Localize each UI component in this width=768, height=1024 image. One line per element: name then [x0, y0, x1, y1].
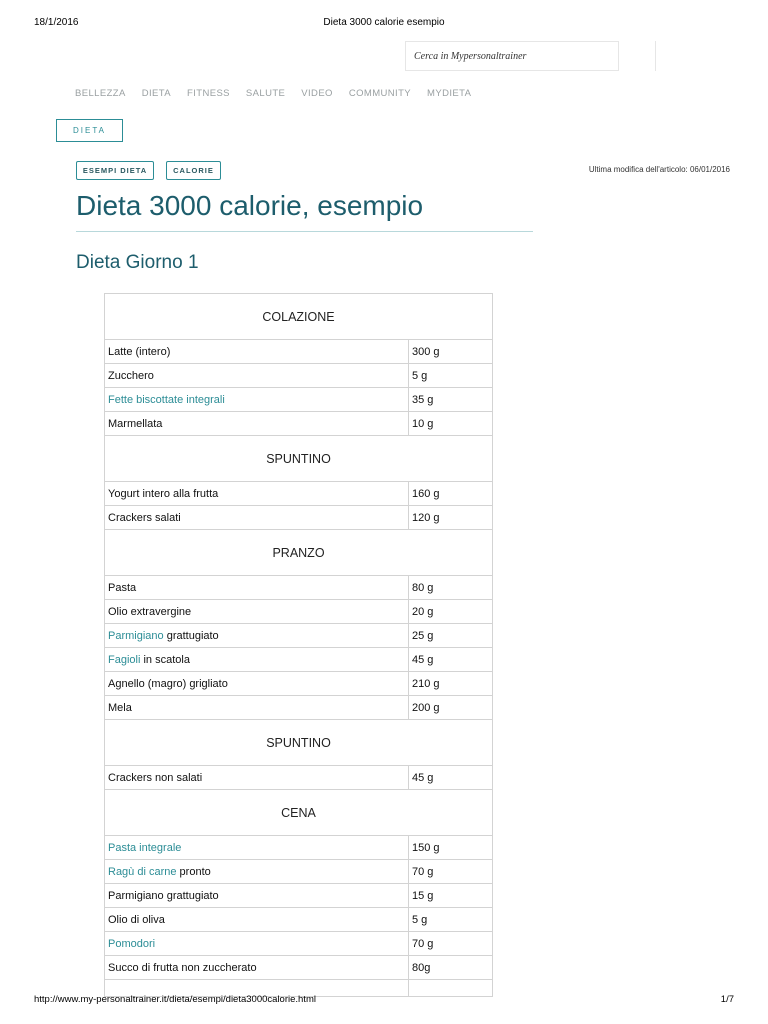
- food-quantity: 45 g: [409, 766, 493, 790]
- meal-header-pranzo: PRANZO: [105, 530, 493, 576]
- food-name: Parmigiano grattugiato: [105, 884, 409, 908]
- meal-header-spuntino: SPUNTINO: [105, 436, 493, 482]
- food-name: Olio extravergine: [105, 600, 409, 624]
- print-url: http://www.my-personaltrainer.it/dieta/esempi/dieta3000calorie.html: [34, 994, 316, 1005]
- food-name: Succo di frutta non zuccherato: [105, 956, 409, 980]
- food-name-cell: [105, 860, 409, 884]
- food-name: Olio di oliva: [105, 908, 409, 932]
- print-page-number: 1/7: [720, 994, 734, 1005]
- table-row: [105, 956, 493, 980]
- print-date: 18/1/2016: [34, 17, 79, 28]
- table-row: [105, 388, 493, 412]
- food-name: Marmellata: [105, 412, 409, 436]
- table-row: [105, 482, 493, 506]
- food-quantity: 200 g: [409, 696, 493, 720]
- nav-bellezza[interactable]: BELLEZZA: [75, 88, 126, 99]
- food-quantity: 5 g: [409, 364, 493, 388]
- food-quantity: 300 g: [409, 340, 493, 364]
- header-divider: [655, 41, 656, 71]
- meal-header-row: [105, 720, 493, 766]
- diet-table: [104, 293, 493, 997]
- day-title: Dieta Giorno 1: [76, 252, 199, 273]
- empty-cell: [409, 980, 493, 997]
- food-quantity: 150 g: [409, 836, 493, 860]
- meal-header-spuntino: SPUNTINO: [105, 720, 493, 766]
- table-row: [105, 860, 493, 884]
- tag-esempi-dieta[interactable]: ESEMPI DIETA: [76, 161, 154, 180]
- food-quantity: 80 g: [409, 576, 493, 600]
- food-name-cell: [105, 836, 409, 860]
- food-quantity: 15 g: [409, 884, 493, 908]
- food-link[interactable]: Pasta integrale: [108, 841, 182, 854]
- search-box[interactable]: [405, 41, 619, 71]
- food-link[interactable]: Fagioli: [108, 653, 141, 666]
- nav-community[interactable]: COMMUNITY: [348, 88, 412, 99]
- meal-header-row: [105, 294, 493, 340]
- food-quantity: 35 g: [409, 388, 493, 412]
- food-name: Latte (intero): [105, 340, 409, 364]
- section-dieta-button[interactable]: DIETA: [56, 119, 123, 142]
- food-quantity: 45 g: [409, 648, 493, 672]
- meal-header-row: [105, 530, 493, 576]
- food-name: Crackers non salati: [105, 766, 409, 790]
- meal-header-row: [105, 436, 493, 482]
- food-quantity: 10 g: [409, 412, 493, 436]
- food-name: Mela: [105, 696, 409, 720]
- table-row: [105, 340, 493, 364]
- table-row: [105, 766, 493, 790]
- food-link[interactable]: Fette biscottate integrali: [108, 393, 225, 406]
- nav-fitness[interactable]: FITNESS: [187, 88, 230, 99]
- food-link[interactable]: Ragù di carne: [108, 865, 177, 878]
- meal-header-cena: CENA: [105, 790, 493, 836]
- table-row: [105, 600, 493, 624]
- food-name: Yogurt intero alla frutta: [105, 482, 409, 506]
- table-row: [105, 648, 493, 672]
- food-name: Zucchero: [105, 364, 409, 388]
- search-input[interactable]: [406, 42, 618, 70]
- food-name-rest: grattugiato: [163, 629, 219, 642]
- table-row: [105, 412, 493, 436]
- table-row: [105, 576, 493, 600]
- food-name-cell: [105, 648, 409, 672]
- meal-header-colazione: COLAZIONE: [105, 294, 493, 340]
- table-row: [105, 884, 493, 908]
- food-quantity: 70 g: [409, 860, 493, 884]
- table-row: [105, 836, 493, 860]
- food-name-rest: pronto: [176, 865, 211, 878]
- food-name: Crackers salati: [105, 506, 409, 530]
- food-link[interactable]: Pomodori: [108, 937, 156, 950]
- article-title: Dieta 3000 calorie, esempio: [76, 190, 424, 221]
- table-row: [105, 696, 493, 720]
- table-row: [105, 624, 493, 648]
- meal-header-row: [105, 790, 493, 836]
- nav-dieta[interactable]: DIETA: [141, 88, 171, 99]
- table-row: [105, 932, 493, 956]
- food-name: Agnello (magro) grigliato: [105, 672, 409, 696]
- nav-video[interactable]: VIDEO: [301, 88, 333, 99]
- table-row: [105, 506, 493, 530]
- food-quantity: 5 g: [409, 908, 493, 932]
- food-quantity: 20 g: [409, 600, 493, 624]
- table-row: [105, 672, 493, 696]
- food-quantity: 210 g: [409, 672, 493, 696]
- nav-mydieta[interactable]: MYDIETA: [427, 88, 472, 99]
- food-name-rest: in scatola: [140, 653, 190, 666]
- table-row: [105, 908, 493, 932]
- print-page-title: Dieta 3000 calorie esempio: [323, 17, 445, 28]
- main-nav: [75, 88, 487, 102]
- title-divider: [76, 231, 533, 232]
- food-link[interactable]: Parmigiano: [108, 629, 164, 642]
- nav-salute[interactable]: SALUTE: [245, 88, 286, 99]
- last-modified-date: Ultima modifica dell'articolo: 06/01/2016: [588, 165, 730, 174]
- food-quantity: 25 g: [409, 624, 493, 648]
- tag-calorie[interactable]: CALORIE: [166, 161, 221, 180]
- food-name: Pasta: [105, 576, 409, 600]
- table-row: [105, 364, 493, 388]
- food-name-cell: [105, 388, 409, 412]
- food-quantity: 160 g: [409, 482, 493, 506]
- food-name-cell: [105, 624, 409, 648]
- print-header: [0, 17, 768, 31]
- food-quantity: 120 g: [409, 506, 493, 530]
- food-quantity: 80g: [409, 956, 493, 980]
- food-quantity: 70 g: [409, 932, 493, 956]
- food-name-cell: [105, 932, 409, 956]
